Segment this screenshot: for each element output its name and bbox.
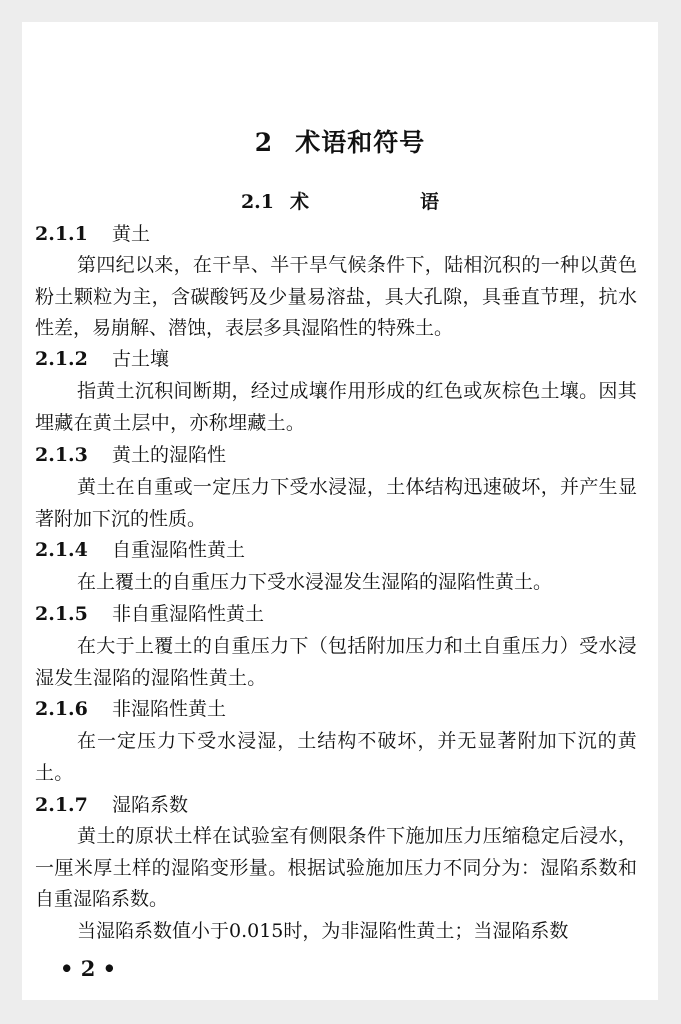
term-name: 非自重湿陷性黄土	[112, 603, 265, 625]
term-definition: 黄土的原状土样在试验室有侧限条件下施加压力压缩稳定后浸水，一厘米厚土样的湿陷变形量。根据试验施加压力不同分为：湿陷系数和自重湿陷系数。	[35, 825, 637, 910]
document-page	[22, 22, 658, 1000]
term-heading	[35, 222, 150, 246]
term-name: 黄土的湿陷性	[112, 444, 227, 466]
term-definition: 第四纪以来，在干旱、半干旱气候条件下，陆相沉积的一种以黄色粉土颗粒为主，含碳酸钙及少量易溶盐，具大孔隙，具垂直节理，抗水性差，易崩解、潜蚀，表层多具湿陷性的特殊土。	[35, 254, 637, 339]
term-name: 非湿陷性黄土	[112, 698, 227, 720]
term-definition-continued: 当湿陷系数值小于0.015时，为非湿陷性黄土；当湿陷系数	[77, 920, 569, 942]
section-name: 术 语	[290, 191, 486, 213]
term-heading	[35, 793, 188, 817]
term-heading	[35, 602, 264, 626]
term-heading	[35, 347, 169, 371]
section-title	[22, 187, 658, 214]
term-definition: 在大于上覆土的自重压力下（包括附加压力和土自重压力）受水浸湿发生湿陷的湿陷性黄土。	[35, 635, 637, 689]
chapter-name: 术语和符号	[295, 128, 426, 157]
term-heading	[35, 443, 226, 467]
section-number: 2.1	[240, 191, 275, 213]
page-number: • 2 •	[60, 956, 117, 981]
term-definition: 黄土在自重或一定压力下受水浸湿，土体结构迅速破坏，并产生显著附加下沉的性质。	[35, 476, 637, 530]
term-heading	[35, 538, 245, 562]
term-heading	[35, 697, 226, 721]
term-number: 2.1.6	[35, 698, 88, 720]
term-name: 自重湿陷性黄土	[112, 539, 246, 561]
term-definition: 指黄土沉积间断期，经过成壤作用形成的红色或灰棕色土壤。因其埋藏在黄土层中，亦称埋藏土。	[35, 380, 637, 434]
term-number: 2.1.3	[35, 444, 88, 466]
chapter-title	[22, 123, 658, 159]
chapter-number: 2	[254, 128, 274, 157]
term-name: 黄土	[112, 223, 151, 245]
term-number: 2.1.5	[35, 603, 88, 625]
term-name: 古土壤	[112, 348, 170, 370]
term-number: 2.1.2	[35, 348, 88, 370]
term-number: 2.1.4	[35, 539, 88, 561]
term-number: 2.1.1	[35, 223, 88, 245]
term-name: 湿陷系数	[112, 794, 189, 816]
term-number: 2.1.7	[35, 794, 88, 816]
term-definition: 在上覆土的自重压力下受水浸湿发生湿陷的湿陷性黄土。	[77, 571, 553, 593]
term-definition: 在一定压力下受水浸湿，土结构不破坏，并无显著附加下沉的黄土。	[35, 730, 637, 784]
